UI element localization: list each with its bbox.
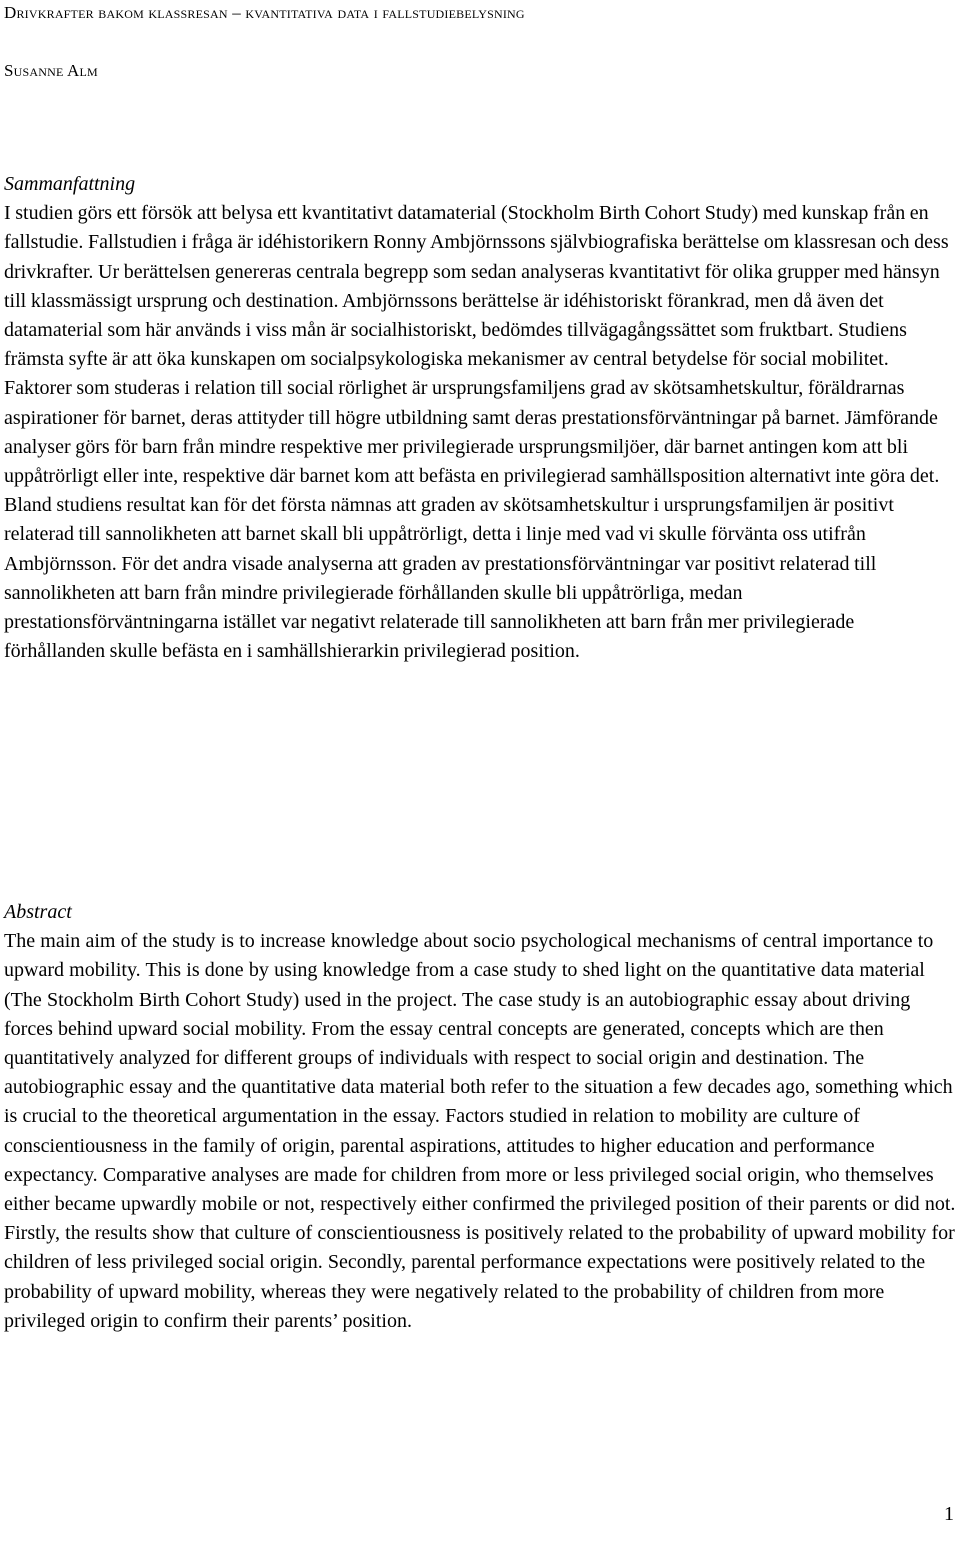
author-name: Susanne Alm xyxy=(4,61,98,80)
swedish-summary-section xyxy=(4,170,958,666)
english-abstract-section xyxy=(4,898,958,1336)
abstract-body: The main aim of the study is to increase knowledge about socio psychological mechanisms of central importance to upward mobility. This is done by using knowledge from a case study to shed light on the quantitative data material (The Stockholm Birth Cohort Study) used in the project. The case study is an autobiographic essay about driving forces behind upward social mobility. From the essay central concepts are generated, concepts which are then quantitatively analyzed for different groups of individuals with respect to social origin and destination. The autobiographic essay and the quantitative data material both refer to the situation a few decades ago, something which is crucial to the theoretical argumentation in the essay. Factors studied in relation to mobility are culture of conscientiousness in the family of origin, parental aspirations, attitudes to higher education and performance expectancy. Comparative analyses are made for children from more or less privileged social origin, who themselves either became upwardly mobile or not, respectively either confirmed the privileged position of their parents or did not. Firstly, the results show that culture of conscientiousness is positively related to the probability of upward mobility for children of less privileged social origin. Secondly, parental performance expectations were positively related to the probability of upward mobility, whereas they were negatively related to the probability of children from more privileged origin to confirm their parents’ position. xyxy=(4,930,956,1332)
swedish-summary-body: I studien görs ett försök att belysa ett kvantitativt datamaterial (Stockholm Birth Cohort Study) med kunskap från en fallstudie. Fallstudien i fråga är idéhistorikern Ronny Ambjörnssons självbiografiska berättelse om klassresan och dess drivkrafter. Ur berättelsen genereras centrala begrepp som sedan analyseras kvantitativt för olika grupper med hänsyn till klassmässigt ursprung och destination. Ambjörnssons berättelse är idéhistoriskt förankrad, men då även det datamaterial som här används i viss mån är socialhistoriskt, bedömdes tillvägagångssättet som fruktbart. Studiens främsta syfte är att öka kunskapen om socialpsykologiska mekanismer av central betydelse för social mobilitet. Faktorer som studeras i relation till social rörlighet är ursprungsfamiljens grad av skötsamhetskultur, föräldrarnas aspirationer för barnet, deras attityder till högre utbildning samt deras prestationsförväntningar på barnet. Jämförande analyser görs för barn från mindre respektive mer privilegierade ursprungsmiljöer, där barnet antingen kom att bli uppåtrörligt eller inte, respektive där barnet kom att befästa en privilegierad samhällsposition alternativt inte göra det. Bland studiens resultat kan för det första nämnas att graden av skötsamhetskultur i ursprungsfamiljen är positivt relaterad till sannolikheten att barnet skall bli uppåtrörligt, detta i linje med vad vi skulle förvänta oss utifrån Ambjörnsson. För det andra visade analyserna att graden av prestationsförväntningar var positivt relaterad till sannolikheten att barn från mindre privilegierade förhållanden skulle bli uppåtrörliga, medan prestationsförväntningarna istället var negativt relaterade till sannolikheten att barn från mer privilegierade förhållanden skulle befästa en i samhällshierarkin privilegierad position. xyxy=(4,202,949,663)
paper-title: Drivkrafter bakom klassresan – kvantitativa data i fallstudiebelysning xyxy=(4,3,525,22)
page-number: 1 xyxy=(944,1503,954,1525)
swedish-summary-heading: Sammanfattning xyxy=(4,173,136,195)
abstract-heading: Abstract xyxy=(4,901,72,923)
